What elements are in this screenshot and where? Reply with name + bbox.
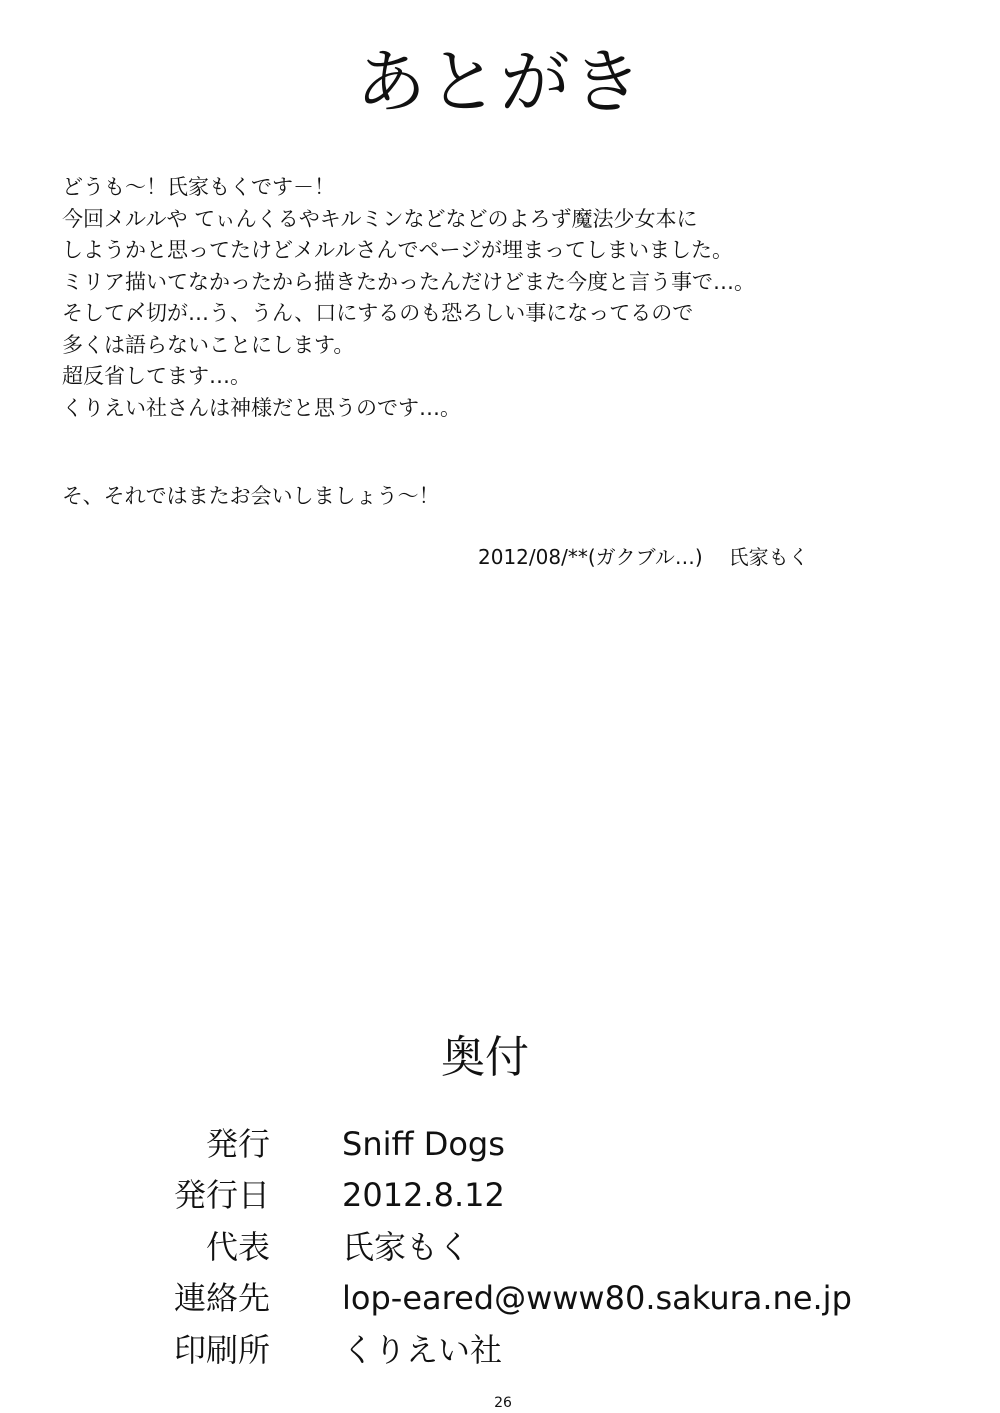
colophon-value: lop-eared@www80.sakura.ne.jp <box>342 1279 852 1318</box>
colophon-table <box>150 1118 930 1376</box>
afterword-line: ミリア描いてなかったから描きたかったんだけどまた今度と言う事で…。 <box>62 269 755 294</box>
colophon-label: 発行日 <box>173 1176 270 1215</box>
afterword-line: 多くは語らないことにします。 <box>62 332 355 357</box>
afterword-body <box>62 172 902 424</box>
afterword-line: くりえい社さんは神様だと思うのです…。 <box>62 395 461 420</box>
signature-author: 氏家もく <box>728 545 809 569</box>
colophon-row-publisher <box>150 1118 930 1170</box>
afterword-farewell: そ、それではまたお会いしましょう～！ <box>62 484 440 508</box>
colophon-row-date <box>150 1170 930 1222</box>
afterword-signature <box>478 542 809 572</box>
colophon-row-printer <box>150 1324 930 1376</box>
colophon-label: 代表 <box>205 1227 270 1266</box>
afterword-line: そして〆切が…う、うん、口にするのも恐ろしい事になってるので <box>62 301 694 325</box>
afterword-line: どうも～！氏家もくです－！ <box>62 175 335 199</box>
afterword-title: あとがき <box>356 41 644 123</box>
colophon-value: 2012.8.12 <box>342 1176 505 1215</box>
page-number: 26 <box>494 1395 512 1411</box>
colophon-value: くりえい社 <box>342 1330 503 1369</box>
afterword-line: しようかと思ってたけどメルルさんでページが埋まってしまいました。 <box>62 238 734 262</box>
colophon-row-contact <box>150 1273 930 1325</box>
colophon-value: 氏家もく <box>342 1227 471 1266</box>
colophon-label: 発行 <box>205 1124 270 1163</box>
colophon-label: 印刷所 <box>173 1330 270 1369</box>
colophon-label: 連絡先 <box>173 1279 270 1318</box>
afterword-line: 今回メルルや てぃんくるやキルミンなどなどのよろず魔法少女本に <box>62 206 698 231</box>
colophon-value: Sniff Dogs <box>342 1124 505 1163</box>
afterword-line: 超反省してます…。 <box>62 364 251 388</box>
colophon-row-representative <box>150 1221 930 1273</box>
colophon-title: 奥付 <box>441 1032 529 1083</box>
signature-date: 2012/08/**(ガクブル…) <box>478 545 703 569</box>
